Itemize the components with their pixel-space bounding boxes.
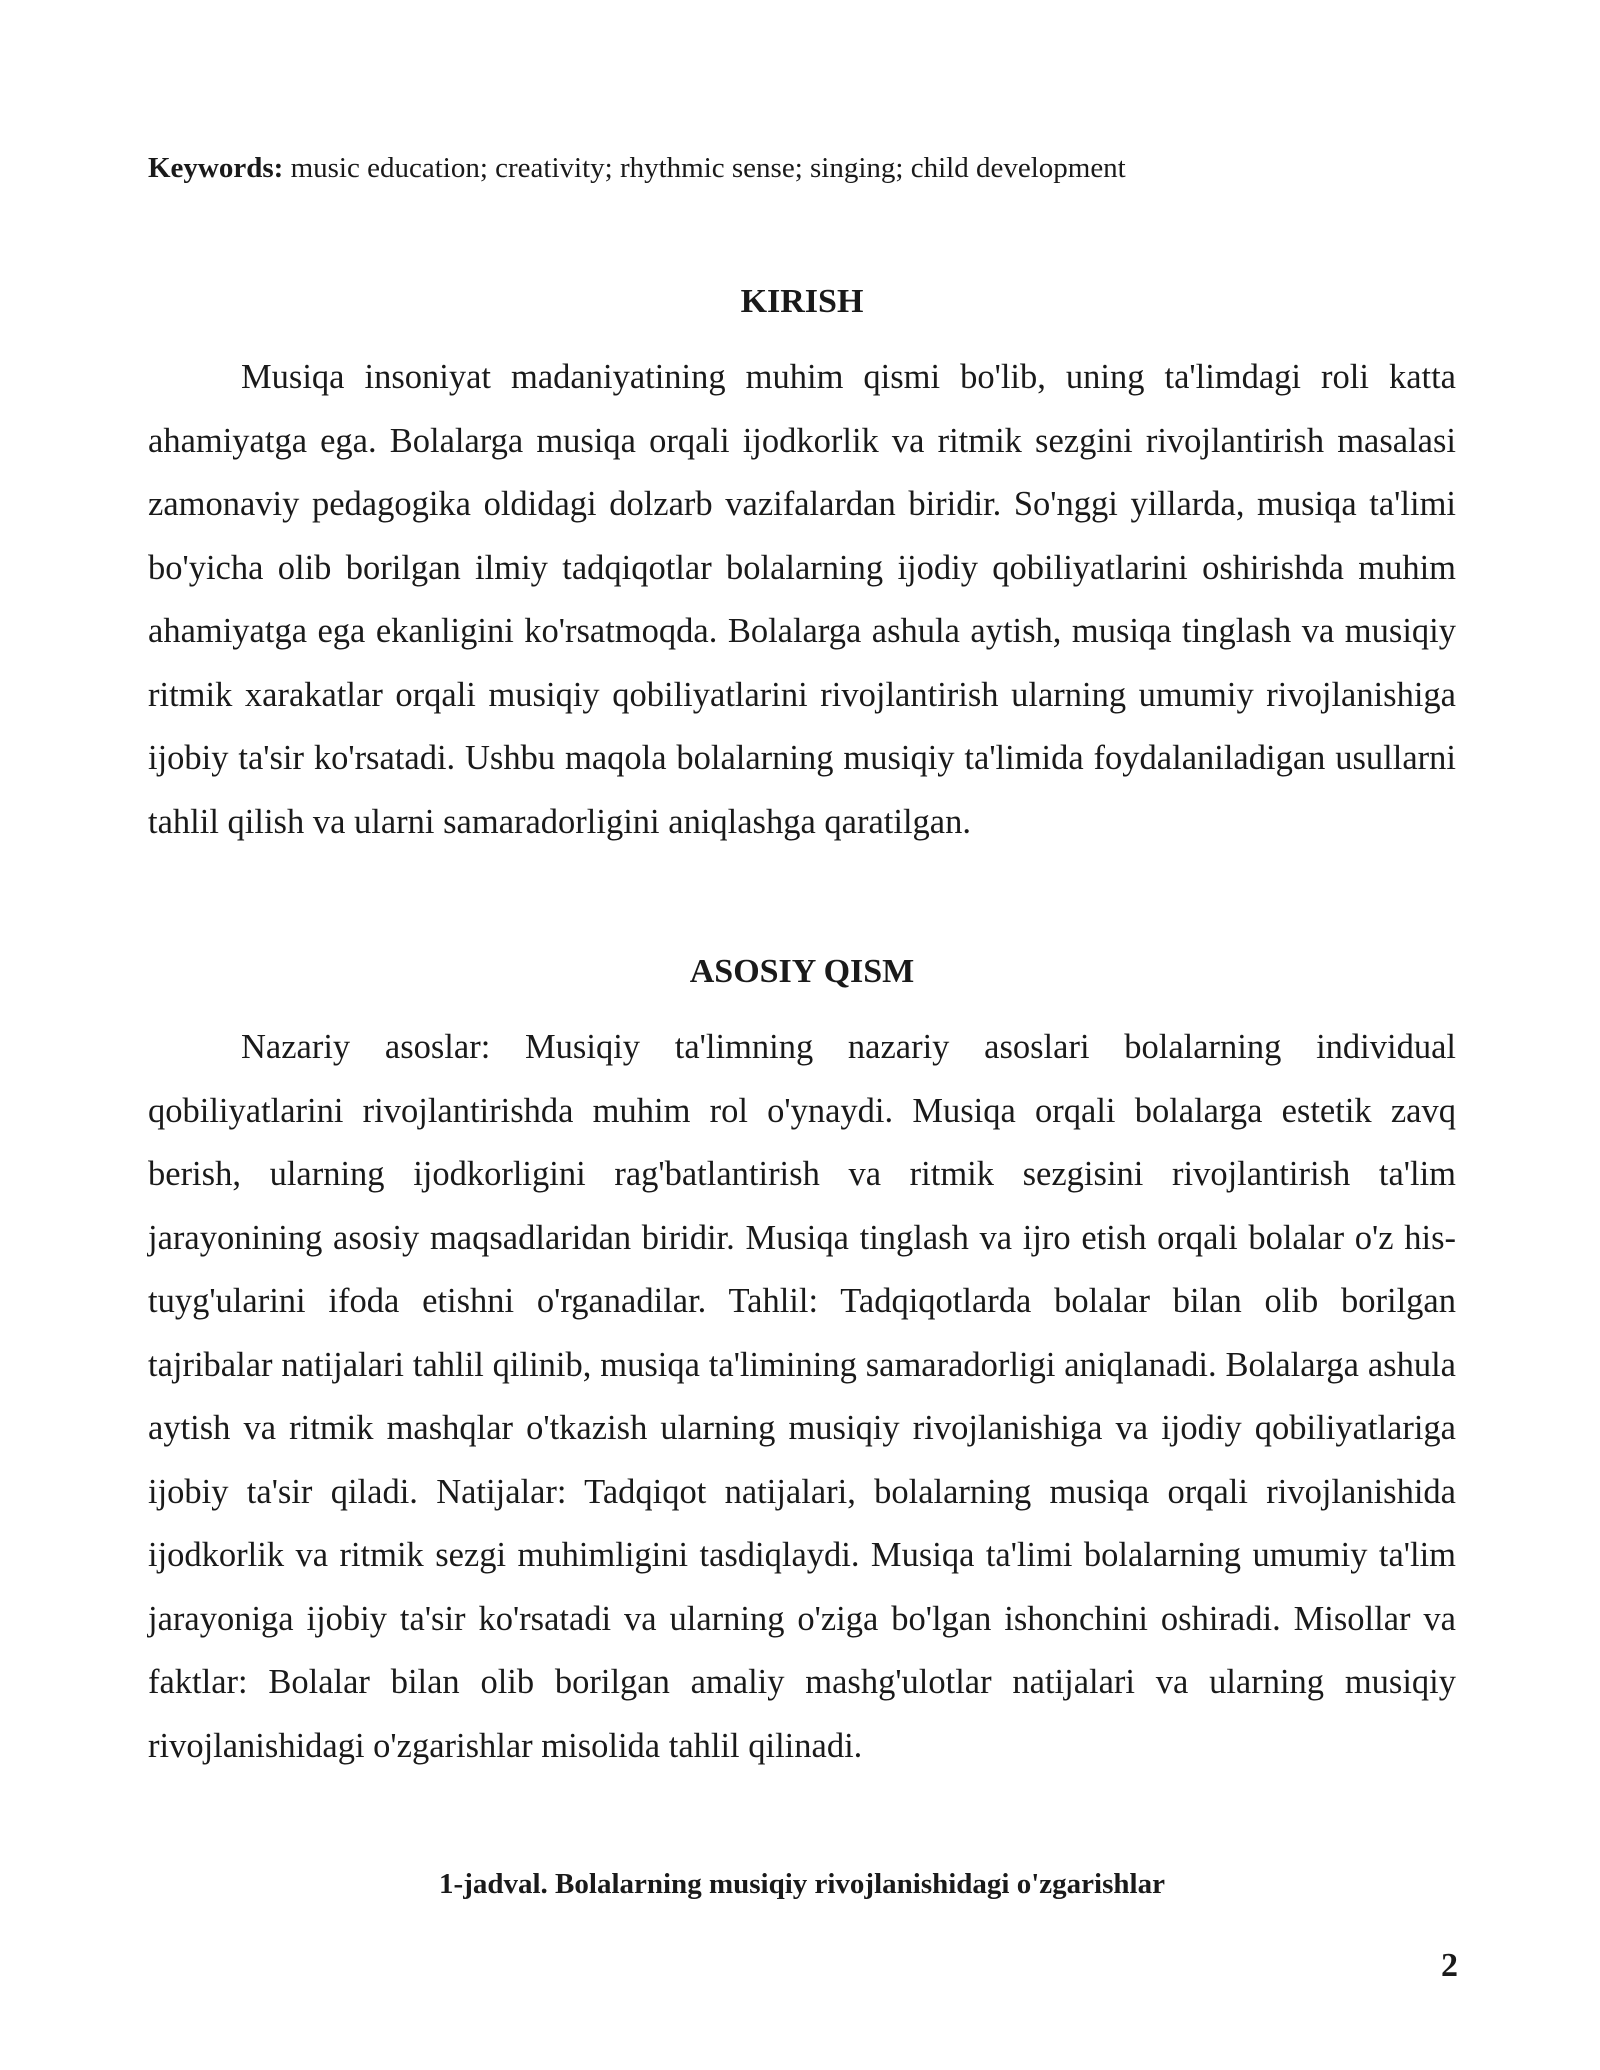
section-heading-asosiy-qism: ASOSIY QISM bbox=[689, 953, 915, 990]
keywords-text: music education; creativity; rhythmic sense; singing; child development bbox=[283, 152, 1126, 184]
intro-paragraph: Musiqa insoniyat madaniyatining muhim qismi bo'lib, uning ta'limdagi roli katta ahamiyatga ega. Bolalarga musiqa orqali ijodkorlik va ritmik sezgini rivojlantirish masalasi zamonaviy pedagogika oldidagi dolzarb vazifalardan biridir. So'nggi yillarda, musiqa ta'limi bo'yicha olib borilgan ilmiy tadqiqotlar bolalarning ijodiy qobiliyatlarini oshirishda muhim ahamiyatga ega ekanligini ko'rsatmoqda. Bolalarga ashula aytish, musiqa tinglash va musiqiy ritmik xarakatlar orqali musiqiy qobiliyatlarini rivojlantirish ularning umumiy rivojlanishiga ijobiy ta'sir ko'rsatadi. Ushbu maqola bolalarning musiqiy ta'limida foydalaniladigan usullarni tahlil qilish va ularni samaradorligini aniqlashga qaratilgan. bbox=[148, 358, 1456, 841]
keywords-label: Keywords: bbox=[148, 152, 284, 184]
keywords-line bbox=[148, 148, 1458, 188]
page-number: 2 bbox=[1441, 1947, 1458, 1984]
section-heading-kirish: KIRISH bbox=[740, 283, 864, 320]
table-caption: 1-jadval. Bolalarning musiqiy rivojlanishidagi o'zgarishlar bbox=[439, 1868, 1165, 1900]
main-paragraph: Nazariy asoslar: Musiqiy ta'limning nazariy asoslari bolalarning individual qobiliyatlarini rivojlantirishda muhim rol o'ynaydi. Musiqa orqali bolalarga estetik zavq berish, ularning ijodkorligini rag'batlantirish va ritmik sezgisini rivojlantirish ta'lim jarayonining asosiy maqsadlaridan biridir. Musiqa tinglash va ijro etish orqali bolalar o'z his-tuyg'ularini ifoda etishni o'rganadilar. Tahlil: Tadqiqotlarda bolalar bilan olib borilgan tajribalar natijalari tahlil qilinib, musiqa ta'limining samaradorligi aniqlanadi. Bolalarga ashula aytish va ritmik mashqlar o'tkazish ularning musiqiy rivojlanishiga va ijodiy qobiliyatlariga ijobiy ta'sir qiladi. Natijalar: Tadqiqot natijalari, bolalarning musiqa orqali rivojlanishida ijodkorlik va ritmik sezgi muhimligini tasdiqlaydi. Musiqa ta'limi bolalarning umumiy ta'lim jarayoniga ijobiy ta'sir ko'rsatadi va ularning o'ziga bo'lgan ishonchini oshiradi. Misollar va faktlar: Bolalar bilan olib borilgan amaliy mashg'ulotlar natijalari va ularning musiqiy rivojlanishidagi o'zgarishlar misolida tahlil qilinadi. bbox=[148, 1028, 1456, 1765]
